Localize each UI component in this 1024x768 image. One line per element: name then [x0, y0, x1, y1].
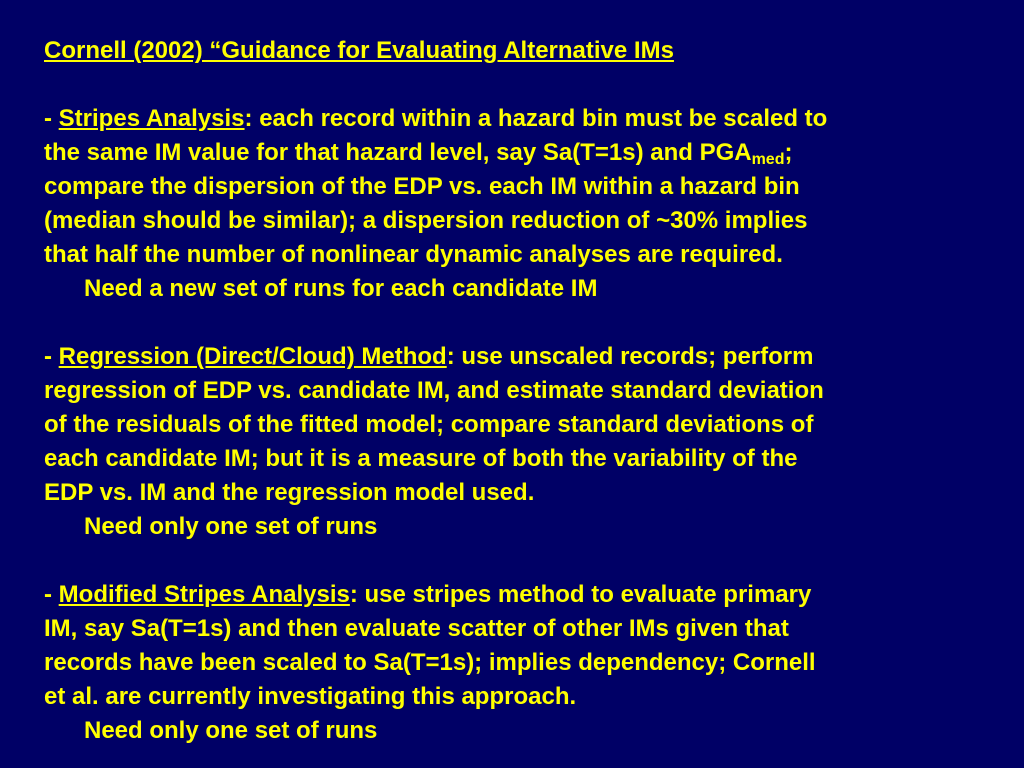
stripes-text-2b: ;	[784, 139, 793, 166]
bullet-dash: -	[44, 581, 59, 608]
modified-heading: Modified Stripes Analysis	[58, 581, 350, 608]
slide-title: Cornell (2002) “Guidance for Evaluating Alternative IMs	[44, 37, 674, 64]
regression-text-1: : use unscaled records; perform	[446, 343, 814, 370]
modified-stripes-section	[44, 578, 1004, 748]
modified-text-1: : use stripes method to evaluate primary	[349, 581, 812, 608]
regression-line-3: of the residuals of the fitted model; compare standard deviations of	[44, 411, 814, 438]
modified-line-4: et al. are currently investigating this approach.	[44, 683, 577, 710]
stripes-text-1: : each record within a hazard bin must be scaled to	[244, 105, 828, 132]
stripes-note: Need a new set of runs for each candidate IM	[84, 275, 598, 302]
stripes-analysis-section	[44, 102, 1004, 306]
modified-note: Need only one set of runs	[84, 717, 378, 744]
regression-line-2: regression of EDP vs. candidate IM, and estimate standard deviation	[44, 377, 824, 404]
regression-line-5: EDP vs. IM and the regression model used.	[44, 479, 535, 506]
spacer	[44, 544, 1004, 578]
regression-line-4: each candidate IM; but it is a measure of both the variability of the	[44, 445, 798, 472]
spacer	[44, 68, 1004, 102]
regression-note: Need only one set of runs	[84, 513, 378, 540]
bullet-dash: -	[44, 105, 59, 132]
stripes-text-2: the same IM value for that hazard level, say Sa(T=1s) and PGA	[44, 139, 752, 166]
stripes-line-5: that half the number of nonlinear dynamic analyses are required.	[44, 241, 783, 268]
regression-method-section	[44, 340, 1004, 544]
regression-heading: Regression (Direct/Cloud) Method	[58, 343, 447, 370]
modified-line-1	[44, 578, 1004, 612]
stripes-line-1	[44, 102, 1004, 136]
spacer	[44, 306, 1004, 340]
stripes-line-2	[44, 136, 1004, 170]
slide-content	[44, 34, 1004, 748]
bullet-dash: -	[44, 343, 59, 370]
stripes-line-3: compare the dispersion of the EDP vs. each IM within a hazard bin	[44, 173, 800, 200]
stripes-line-4: (median should be similar); a dispersion reduction of ~30% implies	[44, 207, 808, 234]
modified-line-2: IM, say Sa(T=1s) and then evaluate scatter of other IMs given that	[44, 615, 789, 642]
stripes-heading: Stripes Analysis	[58, 105, 245, 132]
regression-line-1	[44, 340, 1004, 374]
modified-line-3: records have been scaled to Sa(T=1s); implies dependency; Cornell	[44, 649, 816, 676]
stripes-subscript: med	[751, 151, 785, 168]
